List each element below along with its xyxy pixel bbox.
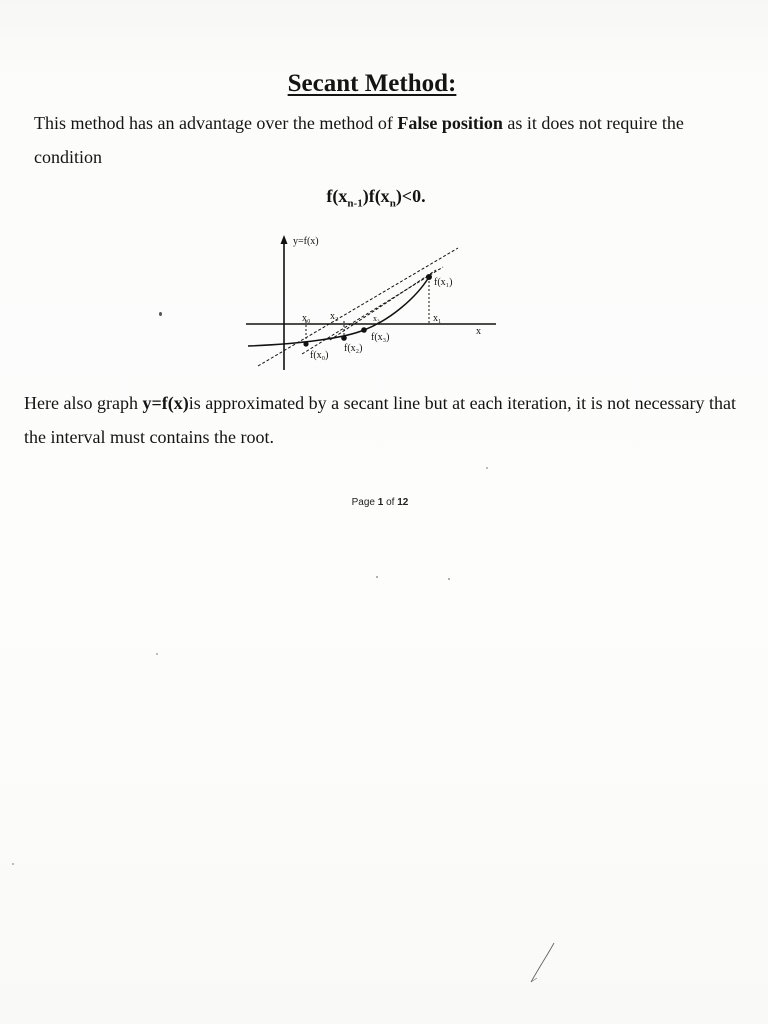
scan-speck bbox=[159, 312, 162, 316]
footer-prefix: Page bbox=[351, 497, 378, 508]
footer-current-page: 1 bbox=[377, 497, 384, 508]
formula-sub-1: n-1 bbox=[347, 197, 363, 210]
label-fx2: f(x₂) bbox=[344, 343, 363, 354]
point-fx3 bbox=[361, 327, 367, 333]
function-term: y=f(x) bbox=[142, 393, 189, 413]
footer-middle: of bbox=[383, 497, 398, 508]
intro-paragraph bbox=[34, 106, 724, 174]
intro-text-end: as it does not require the condition bbox=[34, 113, 684, 167]
scan-speck bbox=[156, 653, 158, 655]
scan-speck bbox=[486, 467, 488, 469]
label-fx0: f(x₀) bbox=[310, 350, 329, 361]
label-x2: x₂ bbox=[330, 311, 339, 322]
footer-total-pages: 12 bbox=[397, 497, 409, 508]
pen-stroke-mark bbox=[528, 940, 558, 985]
intro-text-start: This method has an advantage over the method of bbox=[34, 113, 398, 133]
false-position-term: False position bbox=[397, 113, 503, 133]
y-axis-label: y=f(x) bbox=[293, 236, 319, 247]
function-curve bbox=[248, 277, 429, 346]
scan-speck bbox=[376, 576, 378, 578]
scan-speck bbox=[12, 863, 14, 865]
point-fx0 bbox=[303, 341, 308, 346]
formula-sub-2: n bbox=[389, 197, 396, 210]
body-text-start: Here also graph bbox=[24, 393, 143, 413]
point-fx1 bbox=[426, 274, 432, 280]
condition-formula bbox=[0, 186, 752, 210]
secant-line-3 bbox=[330, 270, 436, 340]
body-paragraph bbox=[24, 386, 744, 454]
label-x0: x₀ bbox=[302, 313, 311, 324]
x-axis-label: x bbox=[476, 326, 481, 337]
page-title: Secant Method: bbox=[287, 70, 457, 97]
formula-part-2: )f(x bbox=[362, 186, 390, 206]
label-fx1: f(x₁) bbox=[434, 277, 453, 288]
formula-part-3: )<0. bbox=[395, 186, 426, 206]
secant-method-figure bbox=[240, 230, 510, 380]
body-text-end: is approximated by a secant line but at each iteration, it is not necessary that the interval must contains the root. bbox=[24, 393, 737, 447]
label-x1: x₁ bbox=[433, 313, 442, 324]
point-fx2 bbox=[341, 335, 347, 341]
scan-speck bbox=[448, 578, 450, 580]
y-axis-arrow bbox=[281, 235, 288, 244]
formula-part-1: f(x bbox=[326, 186, 348, 206]
page-number-footer bbox=[0, 497, 760, 508]
label-x3: x₃ bbox=[373, 314, 380, 323]
label-fx3: f(x₃) bbox=[371, 332, 390, 343]
